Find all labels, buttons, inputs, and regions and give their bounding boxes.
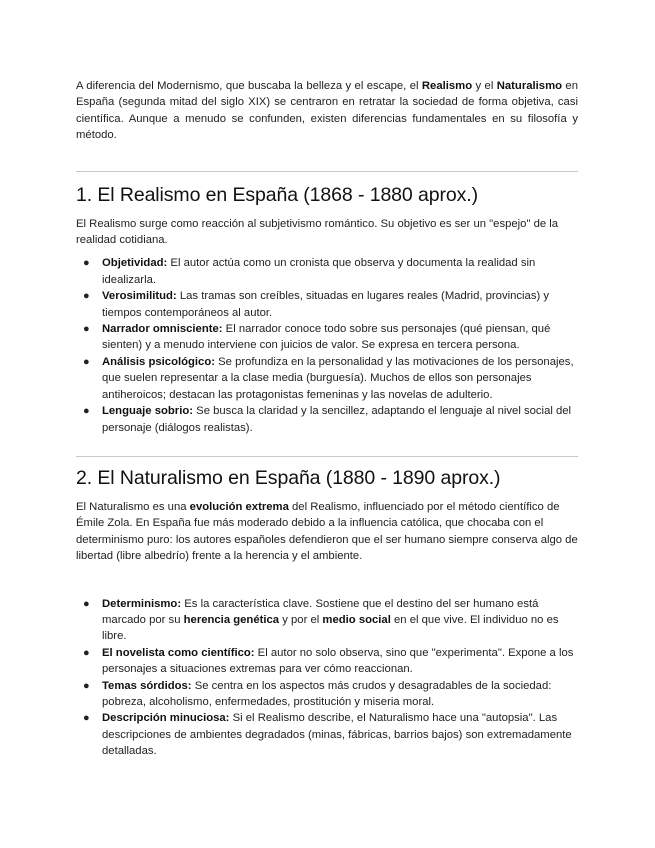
bullet-icon: ● (83, 679, 90, 692)
intro-text: del Realismo, influenciado por el método científico de Émile Zola. En España fue más moderado debido a la influencia católica, que chocaba con el determinismo puro: los autores españoles defendieron que el ser humano siempre conserva algo de libertad (libre albedrío) frente a la herencia y el ambiente. (76, 500, 578, 563)
bullet-icon: ● (83, 405, 90, 418)
intro-text: A diferencia del Modernismo, que buscaba la belleza y el escape, el (76, 80, 422, 92)
item-text: El autor no solo observa, sino que "experimenta". Expone a los personajes a situaciones extremas para ver cómo reaccionan. (102, 646, 574, 676)
item-term: Lenguaje sobrio: (102, 405, 194, 418)
item-term: Verosimilitud: (102, 290, 177, 303)
bullet-icon: ● (83, 646, 90, 659)
intro-bold-realismo: Realismo (421, 80, 473, 92)
list-item (76, 678, 578, 711)
intro-bold: evolución extrema (189, 500, 289, 513)
item-term: El novelista como científico: (102, 646, 255, 659)
item-text: El narrador conoce todo sobre sus personajes (qué piensan, qué sienten) y a menudo interviene con juicios de valor. Se expresa en tercera persona. (102, 323, 551, 352)
item-text: Se profundiza en la personalidad y las motivaciones de los personajes, que suelen representar a la clase media (burguesía). Muchos de ellos son personajes antiheroicos; destacan las protagonistas femeninas y las novelas de adulterio. (102, 355, 574, 401)
list-item (76, 321, 578, 354)
item-text: El autor actúa como un cronista que observa y documenta la realidad sin idealizarla. (102, 257, 536, 286)
item-text: Es la característica clave. Sostiene que el destino del ser humano está marcado por su (102, 597, 539, 626)
intro-text: El Naturalismo es una (76, 500, 190, 513)
bullet-icon: ● (83, 290, 90, 303)
bullet-icon: ● (83, 712, 90, 725)
list-item (76, 596, 578, 645)
naturalismo-intro (76, 499, 578, 565)
item-term: Análisis psicológico: (102, 355, 215, 368)
bullet-icon: ● (83, 323, 90, 336)
list-item (76, 645, 578, 678)
naturalismo-list (76, 596, 578, 760)
item-text: Las tramas son creíbles, situadas en lugares reales (Madrid, provincias) y tiempos contemporáneos al autor. (102, 290, 550, 319)
section-title-realismo: 1. El Realismo en España (1868 - 1880 aprox.) (76, 183, 478, 206)
item-text: Si el Realismo describe, el Naturalismo hace una "autopsia". Las descripciones de ambientes degradados (minas, fábricas, barrios bajos) son extremadamente detalladas. (102, 712, 572, 758)
item-bold: herencia genética (183, 613, 280, 626)
intro-text: y el (472, 80, 497, 92)
realismo-intro: El Realismo surge como reacción al subjetivismo romántico. Su objetivo es ser un "espejo" de la realidad cotidiana. (76, 217, 559, 247)
item-term: Descripción minuciosa: (102, 712, 230, 725)
realismo-list (76, 255, 578, 435)
bullet-icon: ● (83, 257, 90, 270)
list-item (76, 255, 578, 288)
item-text: Se centra en los aspectos más crudos y desagradables de la sociedad: pobreza, alcoholismo, enfermedades, prostitución y miseria moral. (102, 679, 552, 708)
section-title-naturalismo: 2. El Naturalismo en España (1880 - 1890 aprox.) (76, 466, 501, 489)
list-item (76, 288, 578, 321)
item-text: y por el (279, 613, 323, 626)
list-item (76, 403, 578, 436)
item-text: en el que vive. El individuo no es libre. (102, 613, 559, 643)
item-bold: medio social (322, 613, 391, 626)
divider (76, 171, 578, 172)
bullet-icon: ● (83, 355, 90, 368)
bullet-icon: ● (83, 597, 90, 610)
intro-paragraph (76, 78, 578, 144)
list-item (76, 354, 578, 403)
item-text: Se busca la claridad y la sencillez, adaptando el lenguaje al nivel social del personaje (diálogos realistas). (102, 405, 572, 434)
intro-bold-naturalismo: Naturalismo (496, 80, 563, 92)
item-term: Objetividad: (102, 257, 168, 270)
document-page (76, 78, 578, 760)
item-term: Temas sórdidos: (102, 679, 192, 692)
divider (76, 456, 578, 457)
item-term: Determinismo: (102, 597, 182, 610)
list-item (76, 710, 578, 759)
item-term: Narrador omnisciente: (102, 323, 223, 336)
intro-text: en España (segunda mitad del siglo XIX) se centraron en retratar la sociedad de forma objetiva, casi científica. Aunque a menudo se confunden, existen diferencias fundamentales en su filosofía y método. (76, 80, 578, 142)
